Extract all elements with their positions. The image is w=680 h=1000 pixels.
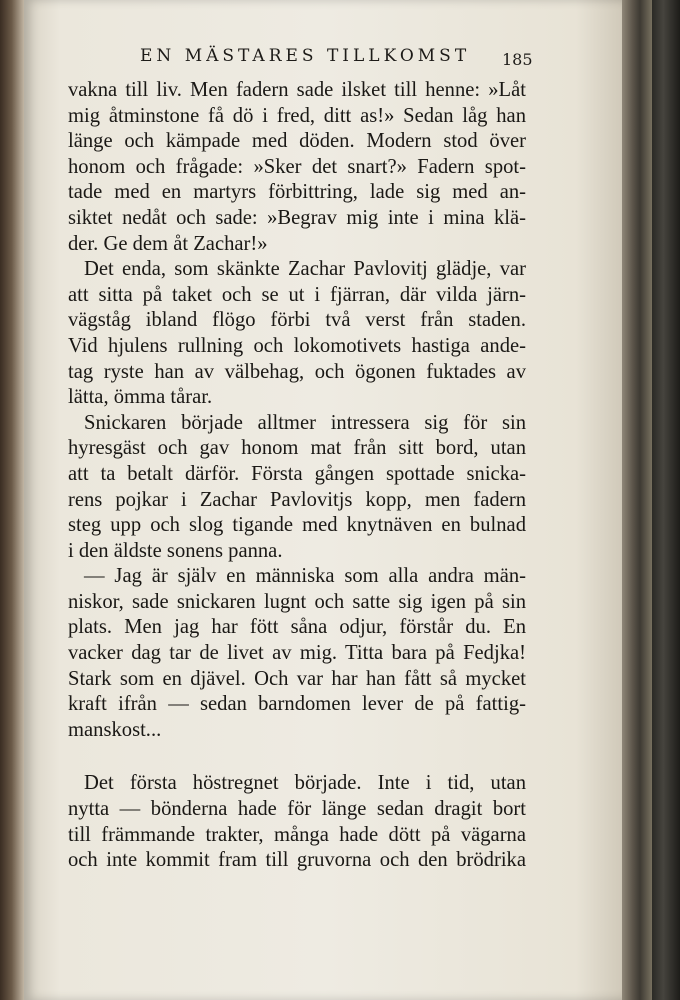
text-line: länge och kämpade med döden. Modern stod över [68, 130, 526, 153]
text-line: der. Ge dem åt Zachar!» [68, 232, 268, 255]
book-edge-left [0, 0, 26, 1000]
text-line: rens pojkar i Zachar Pavlovitjs kopp, men fadern [68, 488, 526, 511]
text-line: Det enda, som skänkte Zachar Pavlovitj glädje, var [84, 258, 526, 281]
text-line: nytta — bönderna hade för länge sedan dragit bort [68, 798, 526, 821]
text-line: Vid hjulens rullning och lokomotivets hastiga ande- [68, 334, 526, 357]
text-line: plats. Men jag har fött såna odjur, förstår du. En [68, 616, 526, 639]
text-line: niskor, sade snickaren lugnt och satte sig igen på sin [68, 590, 526, 613]
text-line: vacker dag tar de livet av mig. Titta bara på Fedjka! [68, 642, 526, 665]
text-line: tag ryste han av välbehag, och ögonen fuktades av [68, 360, 526, 383]
text-line: mig åtminstone få dö i fred, ditt as!» Sedan låg han [68, 104, 526, 127]
text-line: — Jag är själv en människa som alla andra män- [84, 565, 526, 588]
text-line: steg upp och slog tigande med knytnäven en bulnad [68, 514, 526, 537]
text-line: att ta betalt därför. Första gången spottade snicka- [68, 462, 526, 485]
text-line: i den äldste sonens panna. [68, 539, 283, 562]
text-line: Stark som en djävel. Och var har han fått så mycket [68, 667, 526, 690]
text-line: till främmande trakter, många hade dött på vägarna [68, 823, 526, 846]
text-line: att sitta på taket och se ut i fjärran, där vilda järn- [68, 283, 526, 306]
text-line: vakna till liv. Men fadern sade ilsket till henne: »Låt [68, 79, 526, 101]
text-line: honom och frågade: »Sker det snart?» Fadern spot- [68, 155, 526, 178]
body-text [68, 78, 526, 874]
text-line: Det första höstregnet började. Inte i tid, utan [84, 772, 526, 795]
section-break [68, 743, 526, 771]
text-line: hyresgäst och gav honom mat från sitt bord, utan [68, 437, 526, 460]
running-header: EN MÄSTARES TILLKOMST [140, 46, 471, 66]
text-line: siktet nedåt och sade: »Begrav mig inte i mina klä- [68, 206, 526, 229]
text-line: manskost... [68, 718, 162, 741]
next-page-edge [652, 0, 680, 1000]
page-number: 185 [502, 50, 533, 69]
text-line: och inte kommit fram till gruvorna och den brödrika [68, 849, 526, 872]
text-line: kraft ifrån — sedan barndomen lever de på fattig- [68, 693, 526, 716]
text-line: tade med en martyrs förbittring, lade sig med an- [68, 181, 526, 204]
text-line: vägståg ibland flögo förbi två verst från staden. [68, 309, 526, 332]
text-line: lätta, ömma tårar. [68, 386, 213, 409]
book-gutter [622, 0, 652, 1000]
text-line: Snickaren började alltmer intressera sig för sin [84, 411, 526, 434]
